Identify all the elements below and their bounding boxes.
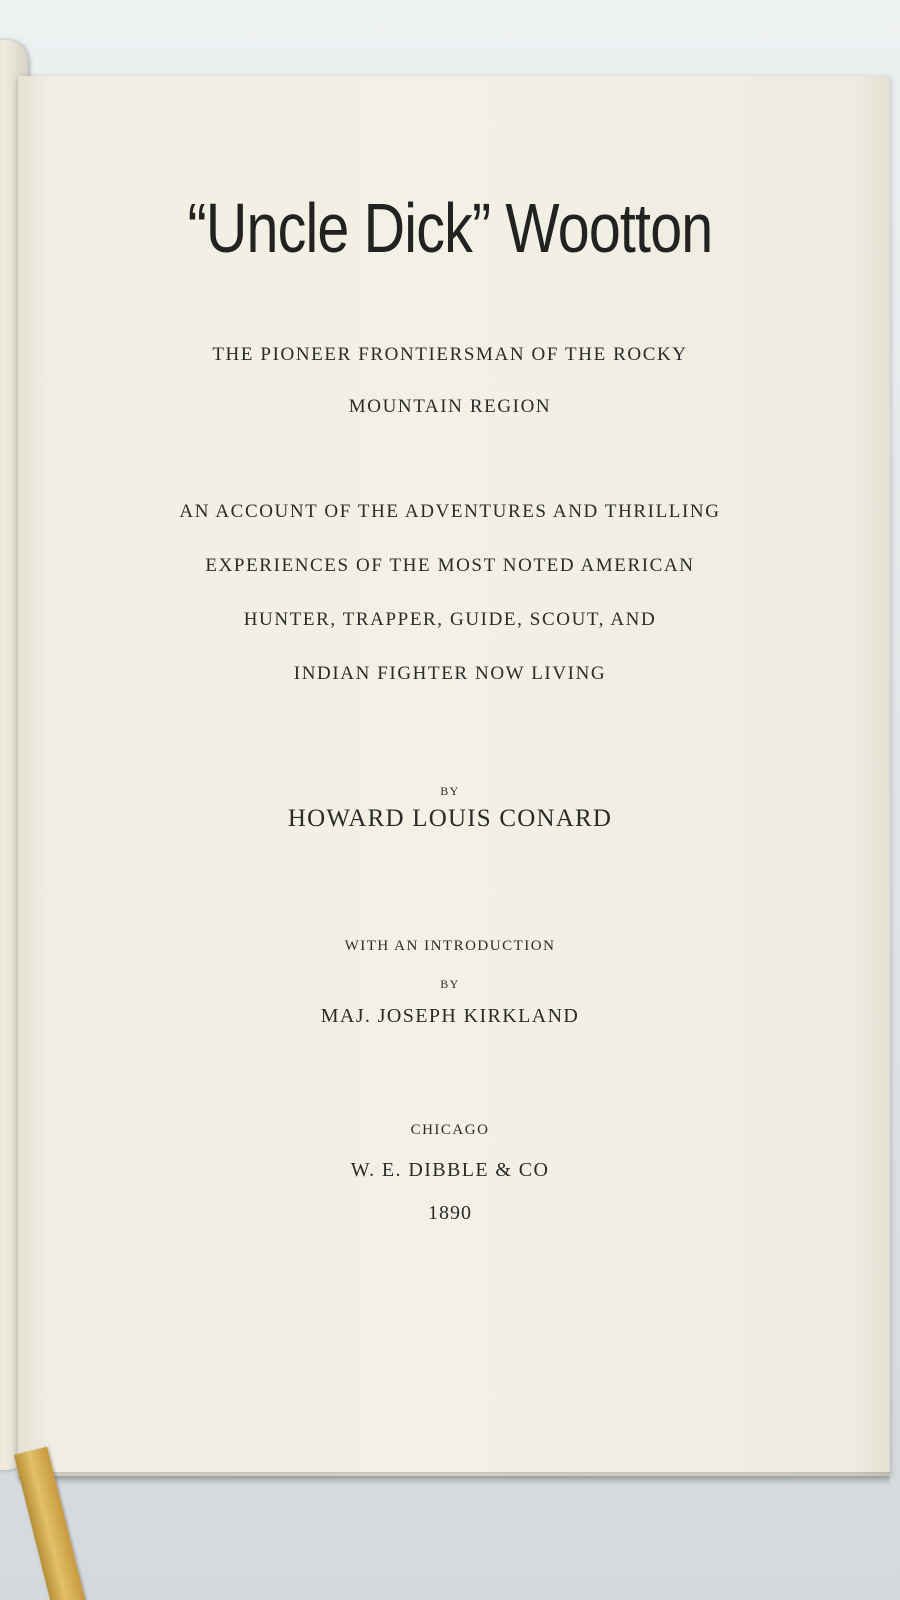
imprint-publisher: W. E. DIBBLE & CO bbox=[350, 1159, 550, 1181]
title-page bbox=[18, 76, 890, 1476]
introduction-name: MAJ. JOSEPH KIRKLAND bbox=[320, 1005, 580, 1027]
introduction-label: WITH AN INTRODUCTION bbox=[344, 938, 556, 954]
subtitle-line-1: THE PIONEER FRONTIERSMAN OF THE ROCKY bbox=[212, 344, 688, 365]
author-name: HOWARD LOUIS CONARD bbox=[287, 805, 613, 832]
imprint-year: 1890 bbox=[428, 1202, 472, 1224]
description-line-1: AN ACCOUNT OF THE ADVENTURES AND THRILLING bbox=[179, 501, 721, 522]
description-line-4: INDIAN FIGHTER NOW LIVING bbox=[293, 663, 607, 684]
description-line-3: HUNTER, TRAPPER, GUIDE, SCOUT, AND bbox=[243, 609, 657, 630]
author-by: BY bbox=[440, 784, 460, 798]
book-title: “Uncle Dick” Wootton bbox=[187, 189, 713, 267]
introduction-by: BY bbox=[440, 977, 460, 991]
subtitle-line-2: MOUNTAIN REGION bbox=[348, 396, 552, 417]
page-shadow bbox=[18, 1472, 890, 1486]
description-line-2: EXPERIENCES OF THE MOST NOTED AMERICAN bbox=[205, 555, 695, 576]
imprint-city: CHICAGO bbox=[410, 1122, 490, 1138]
